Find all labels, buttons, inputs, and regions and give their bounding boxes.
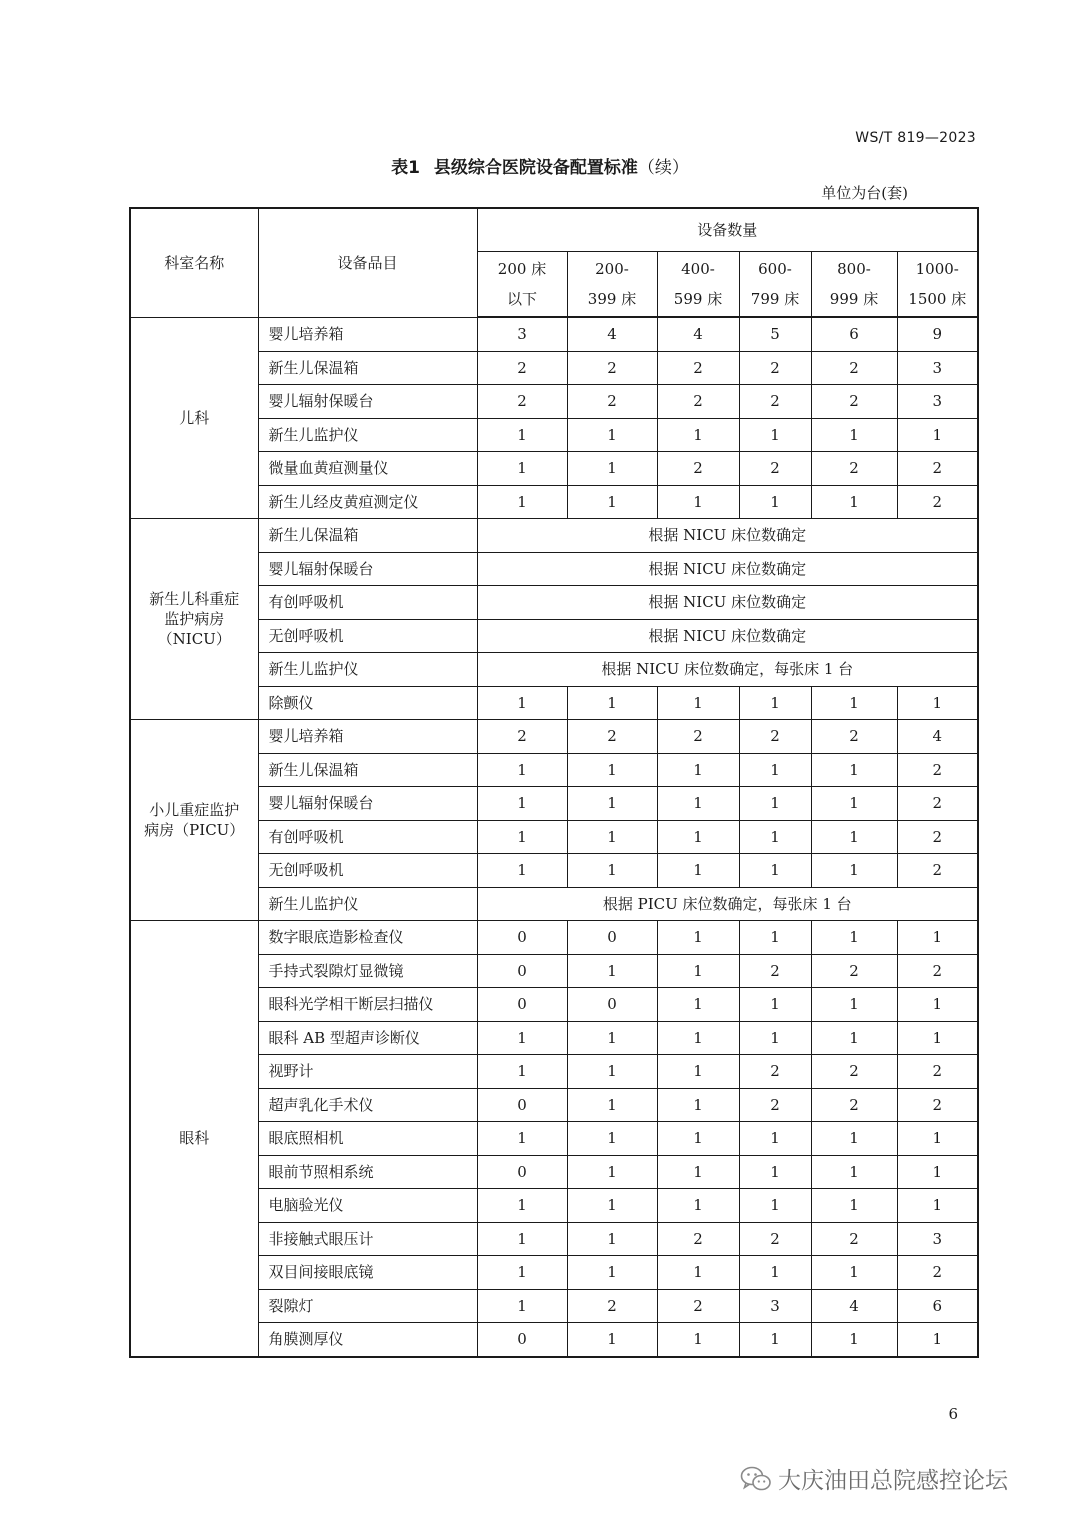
item-name-cell: 无创呼吸机 bbox=[258, 619, 477, 653]
quantity-cell: 2 bbox=[739, 720, 811, 754]
unit-label: 单位为台(套) bbox=[821, 184, 908, 202]
quantity-cell: 6 bbox=[897, 1289, 978, 1323]
table-row bbox=[130, 552, 978, 586]
item-name-cell: 视野计 bbox=[258, 1055, 477, 1089]
item-name-cell: 婴儿培养箱 bbox=[258, 720, 477, 754]
quantity-cell: 2 bbox=[567, 351, 657, 385]
quantity-cell: 1 bbox=[811, 418, 897, 452]
quantity-cell: 1 bbox=[567, 1256, 657, 1290]
watermark bbox=[740, 1462, 1008, 1495]
dept-name-line: 病房（PICU） bbox=[144, 821, 245, 839]
col-header-item: 设备品目 bbox=[258, 208, 477, 317]
bed-size-header bbox=[897, 252, 978, 318]
quantity-cell: 1 bbox=[657, 753, 739, 787]
bed-size-header bbox=[477, 252, 567, 318]
quantity-cell: 1 bbox=[897, 988, 978, 1022]
quantity-cell: 1 bbox=[567, 1222, 657, 1256]
table-row bbox=[130, 452, 978, 486]
quantity-cell: 1 bbox=[739, 787, 811, 821]
quantity-cell: 4 bbox=[657, 317, 739, 351]
item-name-cell: 非接触式眼压计 bbox=[258, 1222, 477, 1256]
quantity-cell: 1 bbox=[657, 1122, 739, 1156]
quantity-cell: 1 bbox=[477, 1021, 567, 1055]
quantity-cell: 2 bbox=[567, 720, 657, 754]
quantity-cell: 1 bbox=[567, 452, 657, 486]
table-row bbox=[130, 418, 978, 452]
bed-size-line: 以下 bbox=[506, 290, 537, 308]
quantity-cell: 1 bbox=[811, 1323, 897, 1357]
quantity-cell: 1 bbox=[657, 1189, 739, 1223]
wechat-icon bbox=[740, 1465, 772, 1493]
header-row bbox=[130, 208, 978, 252]
quantity-cell: 1 bbox=[739, 753, 811, 787]
quantity-cell: 2 bbox=[897, 1088, 978, 1122]
table-row bbox=[130, 686, 978, 720]
quantity-cell: 1 bbox=[811, 820, 897, 854]
quantity-cell: 1 bbox=[897, 921, 978, 955]
quantity-cell: 1 bbox=[657, 1155, 739, 1189]
quantity-cell: 1 bbox=[477, 1122, 567, 1156]
table-row bbox=[130, 954, 978, 988]
dept-name-cell bbox=[130, 317, 258, 519]
quantity-cell: 2 bbox=[739, 1088, 811, 1122]
table-row bbox=[130, 1088, 978, 1122]
table-row bbox=[130, 820, 978, 854]
bed-size-line: 599 床 bbox=[673, 290, 723, 308]
item-name-cell: 婴儿辐射保暖台 bbox=[258, 787, 477, 821]
table-row bbox=[130, 485, 978, 519]
quantity-cell: 9 bbox=[897, 317, 978, 351]
quantity-cell: 1 bbox=[477, 686, 567, 720]
quantity-cell: 2 bbox=[477, 351, 567, 385]
quantity-cell: 3 bbox=[897, 351, 978, 385]
quantity-cell: 1 bbox=[811, 854, 897, 888]
quantity-cell: 1 bbox=[811, 1256, 897, 1290]
quantity-cell: 1 bbox=[657, 854, 739, 888]
quantity-cell: 1 bbox=[567, 787, 657, 821]
quantity-cell: 2 bbox=[657, 385, 739, 419]
table-title bbox=[0, 153, 1080, 178]
quantity-cell: 1 bbox=[657, 921, 739, 955]
quantity-cell: 1 bbox=[811, 1122, 897, 1156]
item-name-cell: 有创呼吸机 bbox=[258, 586, 477, 620]
quantity-cell: 1 bbox=[567, 954, 657, 988]
quantity-cell: 1 bbox=[567, 1189, 657, 1223]
item-name-cell: 微量血黄疸测量仪 bbox=[258, 452, 477, 486]
quantity-cell: 1 bbox=[897, 418, 978, 452]
quantity-cell: 2 bbox=[811, 351, 897, 385]
bed-size-header bbox=[811, 252, 897, 318]
quantity-cell: 2 bbox=[657, 1222, 739, 1256]
item-name-cell: 有创呼吸机 bbox=[258, 820, 477, 854]
quantity-cell: 1 bbox=[811, 753, 897, 787]
quantity-cell: 1 bbox=[739, 686, 811, 720]
quantity-cell: 2 bbox=[657, 452, 739, 486]
quantity-cell: 1 bbox=[657, 820, 739, 854]
quantity-cell: 1 bbox=[657, 686, 739, 720]
quantity-cell: 1 bbox=[567, 820, 657, 854]
quantity-cell: 2 bbox=[811, 1055, 897, 1089]
table-row bbox=[130, 1055, 978, 1089]
bed-size-header bbox=[567, 252, 657, 318]
quantity-cell: 3 bbox=[897, 1222, 978, 1256]
dept-name-line: 眼科 bbox=[179, 1129, 210, 1148]
quantity-cell: 1 bbox=[897, 1122, 978, 1156]
table-row bbox=[130, 586, 978, 620]
item-name-cell: 裂隙灯 bbox=[258, 1289, 477, 1323]
quantity-cell: 1 bbox=[739, 1256, 811, 1290]
merged-note-cell: 根据 PICU 床位数确定，每张床 1 台 bbox=[477, 887, 978, 921]
dept-name-line: 小儿重症监护 bbox=[149, 801, 240, 819]
quantity-cell: 2 bbox=[657, 1289, 739, 1323]
table-row bbox=[130, 1289, 978, 1323]
quantity-cell: 1 bbox=[477, 1289, 567, 1323]
quantity-cell: 1 bbox=[657, 418, 739, 452]
table-row bbox=[130, 1222, 978, 1256]
item-name-cell: 新生儿监护仪 bbox=[258, 653, 477, 687]
item-name-cell: 眼科 AB 型超声诊断仪 bbox=[258, 1021, 477, 1055]
quantity-cell: 1 bbox=[811, 686, 897, 720]
table-row bbox=[130, 385, 978, 419]
quantity-cell: 2 bbox=[897, 854, 978, 888]
quantity-cell: 0 bbox=[477, 988, 567, 1022]
item-name-cell: 新生儿保温箱 bbox=[258, 753, 477, 787]
bed-size-header bbox=[657, 252, 739, 318]
dept-name-line: 监护病房 bbox=[164, 610, 225, 628]
quantity-cell: 1 bbox=[811, 1021, 897, 1055]
quantity-cell: 1 bbox=[477, 485, 567, 519]
bed-size-line: 799 床 bbox=[750, 290, 800, 308]
item-name-cell: 新生儿监护仪 bbox=[258, 887, 477, 921]
quantity-cell: 2 bbox=[897, 954, 978, 988]
quantity-cell: 2 bbox=[739, 452, 811, 486]
dept-name-cell bbox=[130, 720, 258, 921]
table-row bbox=[130, 854, 978, 888]
quantity-cell: 1 bbox=[657, 1088, 739, 1122]
quantity-cell: 1 bbox=[739, 988, 811, 1022]
quantity-cell: 6 bbox=[811, 317, 897, 351]
dept-name-cell bbox=[130, 519, 258, 720]
quantity-cell: 1 bbox=[811, 921, 897, 955]
quantity-cell: 1 bbox=[739, 1021, 811, 1055]
item-name-cell: 新生儿经皮黄疸测定仪 bbox=[258, 485, 477, 519]
merged-note-cell: 根据 NICU 床位数确定 bbox=[477, 619, 978, 653]
bed-size-line: 1500 床 bbox=[908, 290, 967, 308]
quantity-cell: 0 bbox=[567, 921, 657, 955]
quantity-cell: 0 bbox=[477, 1155, 567, 1189]
bed-size-line: 600- bbox=[758, 260, 792, 278]
standard-code: WS/T 819—2023 bbox=[855, 130, 976, 146]
bed-size-line: 1000- bbox=[915, 260, 959, 278]
quantity-cell: 1 bbox=[657, 1256, 739, 1290]
quantity-cell: 0 bbox=[477, 921, 567, 955]
item-name-cell: 婴儿辐射保暖台 bbox=[258, 552, 477, 586]
quantity-cell: 2 bbox=[897, 452, 978, 486]
item-name-cell: 双目间接眼底镜 bbox=[258, 1256, 477, 1290]
quantity-cell: 2 bbox=[897, 1256, 978, 1290]
table-row bbox=[130, 1323, 978, 1357]
table-row bbox=[130, 1155, 978, 1189]
table-row bbox=[130, 519, 978, 553]
merged-note-cell: 根据 NICU 床位数确定，每张床 1 台 bbox=[477, 653, 978, 687]
bed-size-line: 200- bbox=[595, 260, 629, 278]
quantity-cell: 1 bbox=[567, 1155, 657, 1189]
quantity-cell: 1 bbox=[897, 1189, 978, 1223]
quantity-cell: 1 bbox=[477, 820, 567, 854]
item-name-cell: 无创呼吸机 bbox=[258, 854, 477, 888]
table-row bbox=[130, 921, 978, 955]
quantity-cell: 2 bbox=[739, 954, 811, 988]
merged-note-cell: 根据 NICU 床位数确定 bbox=[477, 519, 978, 553]
quantity-cell: 2 bbox=[739, 1222, 811, 1256]
quantity-cell: 2 bbox=[739, 385, 811, 419]
quantity-cell: 4 bbox=[811, 1289, 897, 1323]
bed-size-line: 999 床 bbox=[829, 290, 879, 308]
quantity-cell: 0 bbox=[477, 954, 567, 988]
quantity-cell: 1 bbox=[477, 418, 567, 452]
quantity-cell: 2 bbox=[657, 720, 739, 754]
col-header-dept: 科室名称 bbox=[130, 208, 258, 317]
col-header-qty: 设备数量 bbox=[477, 208, 978, 252]
quantity-cell: 1 bbox=[477, 787, 567, 821]
quantity-cell: 0 bbox=[477, 1088, 567, 1122]
quantity-cell: 2 bbox=[897, 753, 978, 787]
quantity-cell: 1 bbox=[567, 1055, 657, 1089]
item-name-cell: 新生儿保温箱 bbox=[258, 351, 477, 385]
quantity-cell: 1 bbox=[811, 1155, 897, 1189]
quantity-cell: 2 bbox=[811, 954, 897, 988]
table-row bbox=[130, 1021, 978, 1055]
quantity-cell: 4 bbox=[567, 317, 657, 351]
quantity-cell: 0 bbox=[477, 1323, 567, 1357]
quantity-cell: 1 bbox=[477, 1189, 567, 1223]
quantity-cell: 1 bbox=[739, 485, 811, 519]
item-name-cell: 超声乳化手术仪 bbox=[258, 1088, 477, 1122]
quantity-cell: 2 bbox=[477, 720, 567, 754]
quantity-cell: 2 bbox=[811, 385, 897, 419]
quantity-cell: 1 bbox=[477, 452, 567, 486]
merged-note-cell: 根据 NICU 床位数确定 bbox=[477, 586, 978, 620]
bed-size-header bbox=[739, 252, 811, 318]
quantity-cell: 1 bbox=[739, 1323, 811, 1357]
item-name-cell: 眼底照相机 bbox=[258, 1122, 477, 1156]
quantity-cell: 2 bbox=[657, 351, 739, 385]
quantity-cell: 1 bbox=[811, 787, 897, 821]
page-number: 6 bbox=[948, 1405, 958, 1423]
quantity-cell: 1 bbox=[567, 485, 657, 519]
item-name-cell: 数字眼底造影检查仪 bbox=[258, 921, 477, 955]
quantity-cell: 0 bbox=[567, 988, 657, 1022]
quantity-cell: 1 bbox=[657, 988, 739, 1022]
quantity-cell: 2 bbox=[897, 485, 978, 519]
quantity-cell: 3 bbox=[897, 385, 978, 419]
quantity-cell: 2 bbox=[567, 1289, 657, 1323]
quantity-cell: 1 bbox=[657, 1055, 739, 1089]
table-number: 表1 bbox=[391, 158, 420, 178]
item-name-cell: 除颤仪 bbox=[258, 686, 477, 720]
quantity-cell: 1 bbox=[567, 1021, 657, 1055]
quantity-cell: 1 bbox=[739, 820, 811, 854]
quantity-cell: 1 bbox=[567, 753, 657, 787]
watermark-text: 大庆油田总院感控论坛 bbox=[778, 1468, 1008, 1494]
quantity-cell: 1 bbox=[567, 1122, 657, 1156]
quantity-cell: 2 bbox=[897, 820, 978, 854]
table-title-text: 县级综合医院设备配置标准 bbox=[433, 158, 638, 178]
table-row bbox=[130, 887, 978, 921]
table-row bbox=[130, 653, 978, 687]
table-row bbox=[130, 1189, 978, 1223]
quantity-cell: 1 bbox=[477, 1055, 567, 1089]
item-name-cell: 婴儿培养箱 bbox=[258, 317, 477, 351]
item-name-cell: 手持式裂隙灯显微镜 bbox=[258, 954, 477, 988]
item-name-cell: 角膜测厚仪 bbox=[258, 1323, 477, 1357]
table-title-suffix: （续） bbox=[637, 158, 689, 178]
quantity-cell: 1 bbox=[477, 1256, 567, 1290]
item-name-cell: 婴儿辐射保暖台 bbox=[258, 385, 477, 419]
quantity-cell: 1 bbox=[739, 854, 811, 888]
quantity-cell: 2 bbox=[567, 385, 657, 419]
table-row bbox=[130, 317, 978, 351]
quantity-cell: 1 bbox=[567, 854, 657, 888]
merged-note-cell: 根据 NICU 床位数确定 bbox=[477, 552, 978, 586]
quantity-cell: 1 bbox=[897, 1021, 978, 1055]
bed-size-line: 800- bbox=[837, 260, 871, 278]
table-row bbox=[130, 988, 978, 1022]
quantity-cell: 2 bbox=[739, 351, 811, 385]
quantity-cell: 1 bbox=[811, 1189, 897, 1223]
quantity-cell: 1 bbox=[567, 418, 657, 452]
quantity-cell: 1 bbox=[811, 485, 897, 519]
item-name-cell: 新生儿监护仪 bbox=[258, 418, 477, 452]
quantity-cell: 1 bbox=[657, 485, 739, 519]
quantity-cell: 4 bbox=[897, 720, 978, 754]
quantity-cell: 1 bbox=[739, 418, 811, 452]
quantity-cell: 2 bbox=[477, 385, 567, 419]
quantity-cell: 2 bbox=[897, 1055, 978, 1089]
quantity-cell: 1 bbox=[567, 1088, 657, 1122]
quantity-cell: 1 bbox=[477, 753, 567, 787]
table-row bbox=[130, 1122, 978, 1156]
table-row bbox=[130, 720, 978, 754]
quantity-cell: 2 bbox=[811, 452, 897, 486]
quantity-cell: 2 bbox=[811, 720, 897, 754]
quantity-cell: 1 bbox=[657, 787, 739, 821]
quantity-cell: 1 bbox=[897, 686, 978, 720]
table-row bbox=[130, 753, 978, 787]
bed-size-line: 400- bbox=[681, 260, 715, 278]
bed-size-line: 200 床 bbox=[497, 260, 547, 278]
quantity-cell: 1 bbox=[897, 1155, 978, 1189]
table-row bbox=[130, 787, 978, 821]
dept-name-line: 儿科 bbox=[179, 408, 210, 427]
bed-size-line: 399 床 bbox=[587, 290, 637, 308]
quantity-cell: 1 bbox=[477, 1222, 567, 1256]
quantity-cell: 1 bbox=[739, 1189, 811, 1223]
quantity-cell: 2 bbox=[811, 1088, 897, 1122]
quantity-cell: 1 bbox=[567, 686, 657, 720]
quantity-cell: 3 bbox=[739, 1289, 811, 1323]
quantity-cell: 2 bbox=[897, 787, 978, 821]
item-name-cell: 眼科光学相干断层扫描仪 bbox=[258, 988, 477, 1022]
quantity-cell: 1 bbox=[657, 1021, 739, 1055]
quantity-cell: 1 bbox=[567, 1323, 657, 1357]
item-name-cell: 眼前节照相系统 bbox=[258, 1155, 477, 1189]
quantity-cell: 2 bbox=[811, 1222, 897, 1256]
quantity-cell: 1 bbox=[477, 854, 567, 888]
dept-name-cell bbox=[130, 921, 258, 1357]
quantity-cell: 1 bbox=[739, 921, 811, 955]
table-row bbox=[130, 1256, 978, 1290]
dept-name-line: （NICU） bbox=[157, 630, 231, 648]
dept-name-line: 新生儿科重症 bbox=[149, 590, 240, 608]
quantity-cell: 3 bbox=[477, 317, 567, 351]
quantity-cell: 1 bbox=[739, 1155, 811, 1189]
quantity-cell: 1 bbox=[657, 954, 739, 988]
quantity-cell: 2 bbox=[739, 1055, 811, 1089]
quantity-cell: 5 bbox=[739, 317, 811, 351]
quantity-cell: 1 bbox=[657, 1323, 739, 1357]
quantity-cell: 1 bbox=[897, 1323, 978, 1357]
equipment-table bbox=[129, 207, 979, 1358]
quantity-cell: 1 bbox=[739, 1122, 811, 1156]
table-row bbox=[130, 351, 978, 385]
item-name-cell: 电脑验光仪 bbox=[258, 1189, 477, 1223]
quantity-cell: 1 bbox=[811, 988, 897, 1022]
item-name-cell: 新生儿保温箱 bbox=[258, 519, 477, 553]
table-row bbox=[130, 619, 978, 653]
